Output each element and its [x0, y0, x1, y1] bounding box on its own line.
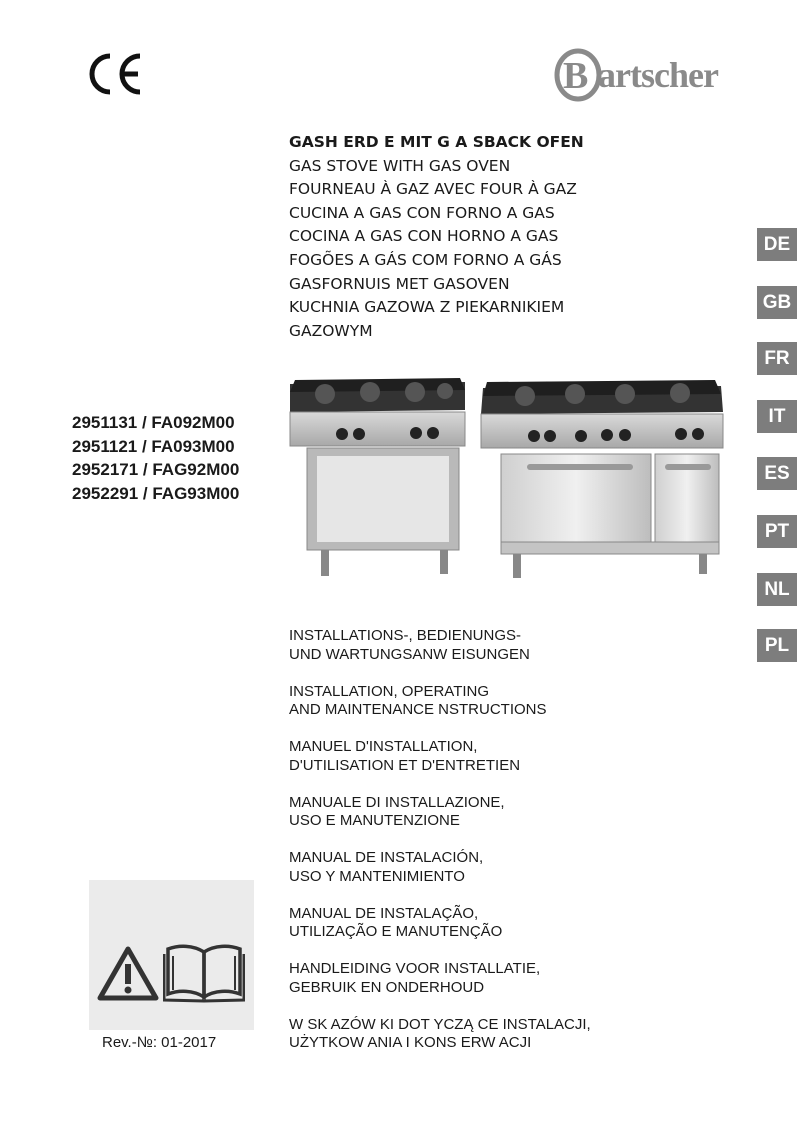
manual-line: USO E MANUTENZIONE — [289, 812, 460, 829]
ce-mark-icon — [80, 50, 144, 98]
manual-line: MANUALE DI INSTALLAZIONE, — [289, 793, 505, 811]
product-image — [285, 372, 727, 582]
lang-tab-es[interactable]: ES — [757, 457, 797, 490]
title-it: CUCINA A GAS CON FORNO A GAS — [289, 203, 555, 222]
manual-entry-gb — [289, 683, 719, 720]
title-nl: GASFORNUIS MET GASOVEN — [289, 274, 510, 293]
manual-line: GEBRUIK EN ONDERHOUD — [289, 978, 485, 996]
manual-entry-fr — [289, 738, 719, 775]
manual-entry-pl — [289, 1016, 719, 1053]
manual-line: AND MAINTENANCE NSTRUCTIONS — [289, 701, 547, 718]
lang-tab-pt[interactable]: PT — [757, 515, 797, 548]
safety-pictogram-box — [89, 880, 254, 1030]
manual-line: D'UTILISATION ET D'ENTRETIEN — [289, 756, 521, 774]
manual-descriptions — [289, 627, 719, 1071]
model-number: 2952171 / FAG92M00 — [72, 460, 240, 479]
model-number: 2951121 / FA093M00 — [72, 436, 235, 456]
title-pt: FOGÕES A GÁS COM FORNO A GÁS — [289, 250, 562, 269]
revision-number: Rev.-№: 01-2017 — [102, 1034, 217, 1051]
stove-with-oven — [481, 380, 723, 578]
manual-entry-nl — [289, 960, 719, 997]
title-gb: GAS STOVE WITH GAS OVEN — [289, 156, 511, 175]
brand-logo — [552, 40, 758, 104]
model-number: 2951131 / FA092M00 — [72, 413, 235, 432]
lang-tab-gb[interactable]: GB — [757, 286, 797, 319]
manual-line: USO Y MANTENIMIENTO — [289, 867, 465, 885]
title-es: COCINA A GAS CON HORNO A GAS — [289, 227, 559, 246]
manual-line: MANUEL D'INSTALLATION, — [289, 738, 478, 755]
title-fr: FOURNEAU À GAZ AVEC FOUR À GAZ — [289, 180, 577, 199]
lang-tab-nl[interactable]: NL — [757, 573, 797, 606]
lang-tab-pl[interactable]: PL — [757, 629, 797, 662]
manual-entry-pt — [289, 905, 719, 942]
svg-text:B: B — [563, 55, 589, 97]
product-titles — [289, 131, 729, 343]
title-pl: KUCHNIA GAZOWA Z PIEKARNIKIEM — [289, 298, 565, 317]
manual-entry-de — [289, 627, 719, 664]
manual-line: HANDLEIDING VOOR INSTALLATIE, — [289, 960, 541, 977]
lang-tab-fr[interactable]: FR — [757, 342, 797, 375]
manual-line: UTILIZAÇÃO E MANUTENÇÃO — [289, 923, 503, 940]
model-numbers — [72, 411, 282, 505]
manual-entry-it — [289, 794, 719, 831]
warning-triangle-icon — [97, 946, 159, 1002]
title-de: GASH ERD E MIT G A SBACK OFEN — [289, 133, 584, 151]
title-pl-cont: GAZOWYM — [289, 321, 373, 340]
manual-line: W SK AZÓW KI DOT YCZĄ CE INSTALACJI, — [289, 1015, 591, 1033]
lang-tab-it[interactable]: IT — [757, 400, 797, 433]
manual-line: MANUAL DE INSTALAÇÃO, — [289, 904, 479, 922]
manual-entry-es — [289, 849, 719, 886]
model-number: 2952291 / FAG93M00 — [72, 483, 240, 503]
manual-line: UND WARTUNGSANW EISUNGEN — [289, 645, 530, 663]
lang-tab-de[interactable]: DE — [757, 228, 797, 261]
manual-line: INSTALLATIONS-, BEDIENUNGS- — [289, 627, 521, 644]
svg-text:artscher: artscher — [598, 55, 718, 95]
stove-open-base — [290, 378, 465, 576]
manual-line: MANUAL DE INSTALACIÓN, — [289, 849, 484, 866]
manual-line: INSTALLATION, OPERATING — [289, 682, 490, 700]
open-book-icon — [163, 942, 245, 1004]
manual-line: UŻYTKOW ANIA I KONS ERW ACJI — [289, 1034, 532, 1051]
